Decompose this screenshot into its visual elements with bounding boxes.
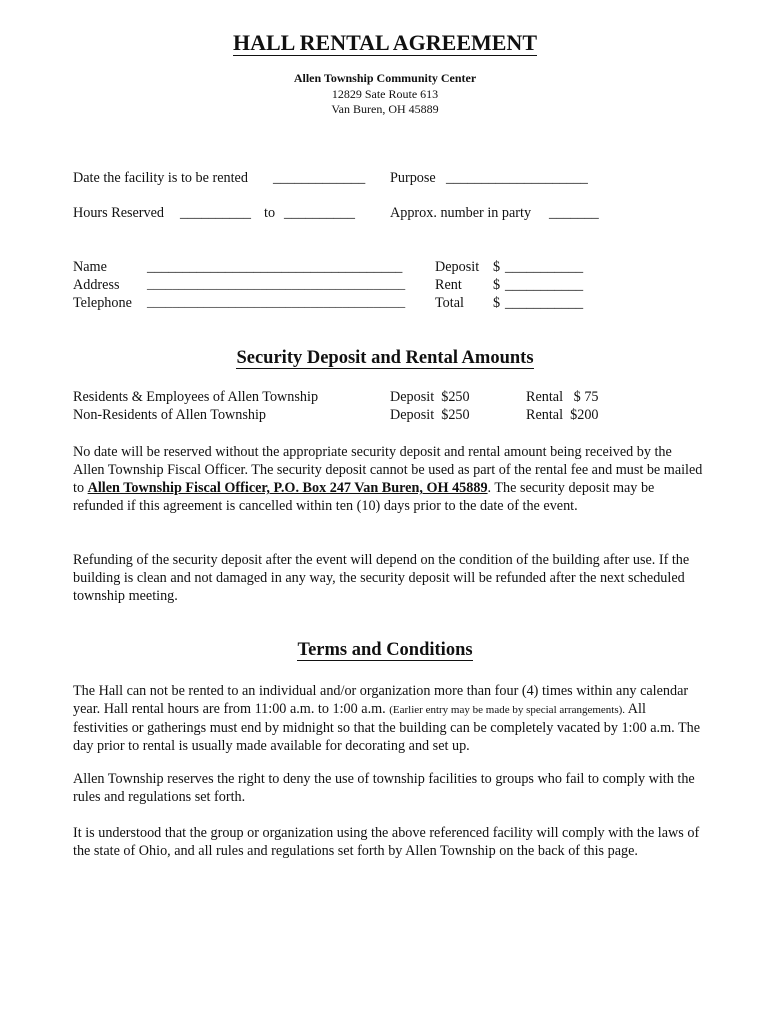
mailing-address: Allen Township Fiscal Officer, P.O. Box 247 Van Buren, OH 45889 bbox=[87, 480, 488, 496]
rate-row-nonresidents-group: Non-Residents of Allen Township bbox=[73, 407, 267, 423]
telephone-label: Telephone bbox=[73, 295, 132, 311]
security-heading bbox=[0, 348, 770, 369]
date-label: Date the facility is to be rented bbox=[73, 170, 248, 186]
deposit-policy-paragraph bbox=[73, 443, 703, 515]
security-heading-text: Security Deposit and Rental Amounts bbox=[236, 348, 534, 368]
deposit-label: Deposit bbox=[435, 259, 480, 275]
rental-limits-note: (Earlier entry may be made by special arrangements). bbox=[389, 704, 626, 716]
total-currency: $ bbox=[493, 295, 501, 311]
party-label: Approx. number in party bbox=[390, 205, 532, 221]
rate-row-nonresidents-rental: Rental $200 bbox=[526, 407, 599, 423]
address-label: Address bbox=[73, 277, 120, 293]
rate-row-nonresidents-deposit: Deposit $250 bbox=[390, 407, 470, 423]
title-text: HALL RENTAL AGREEMENT bbox=[233, 30, 537, 55]
hours-to-label: to bbox=[264, 205, 276, 221]
rent-label: Rent bbox=[435, 277, 462, 293]
rental-limits-paragraph bbox=[73, 682, 703, 755]
center-city: Van Buren, OH 45889 bbox=[331, 102, 439, 116]
purpose-field[interactable]: ____________________ bbox=[446, 170, 588, 186]
deposit-policy-text-a: No date will be reserved without the appropriate security deposit and rental amount being received by the Allen Township Fiscal Officer. The security deposit cannot be used as part of the rental fee and must be mailed to bbox=[73, 444, 703, 496]
hours-label: Hours Reserved bbox=[73, 205, 165, 221]
name-label: Name bbox=[73, 259, 107, 275]
rate-row-residents-deposit: Deposit $250 bbox=[390, 389, 470, 405]
rate-row-residents-rental: Rental $ 75 bbox=[526, 389, 599, 405]
purpose-label: Purpose bbox=[390, 170, 436, 186]
compliance-paragraph: It is understood that the group or organization using the above referenced facility will comply with the laws of the state of Ohio, and all rules and regulations set forth by Allen Township on the back of this page. bbox=[73, 825, 700, 859]
total-label: Total bbox=[435, 295, 464, 311]
center-name: Allen Township Community Center bbox=[293, 71, 477, 85]
hours-to-field[interactable]: __________ bbox=[284, 205, 355, 221]
document-title bbox=[0, 30, 770, 56]
center-street: 12829 Sate Route 613 bbox=[331, 87, 439, 101]
deposit-policy-text-b: . The security deposit may be refunded if this agreement is cancelled within ten (10) days prior to the date of the event. bbox=[73, 480, 655, 514]
telephone-field[interactable]: _________________________________________ bbox=[147, 295, 406, 309]
refund-paragraph: Refunding of the security deposit after the event will depend on the condition of the building after use. If the building is clean and not damaged in any way, the security deposit will be refunded after the next scheduled township meeting. bbox=[73, 552, 690, 604]
hours-from-field[interactable]: __________ bbox=[180, 205, 251, 221]
rent-field[interactable]: ___________ bbox=[505, 277, 584, 293]
date-field[interactable]: _____________ bbox=[273, 170, 366, 186]
terms-heading bbox=[0, 640, 770, 661]
deny-use-paragraph: Allen Township reserves the right to deny the use of township facilities to groups who fail to comply with the rules and regulations set forth. bbox=[73, 771, 695, 805]
terms-heading-text: Terms and Conditions bbox=[297, 640, 473, 660]
name-field[interactable]: ____________________________________ bbox=[147, 259, 403, 275]
total-field[interactable]: ___________ bbox=[505, 295, 584, 311]
deposit-field[interactable]: ___________ bbox=[505, 259, 584, 275]
rate-row-residents-group: Residents & Employees of Allen Township bbox=[73, 389, 319, 405]
address-field[interactable]: _________________________________________ bbox=[147, 277, 406, 291]
party-field[interactable]: _______ bbox=[549, 205, 599, 221]
deposit-currency: $ bbox=[493, 259, 501, 275]
rental-limits-text-b: All festivities or gatherings must end by midnight so that the building can be completely vacated by 1:00 a.m. The day prior to rental is usually made available for decorating and set up. bbox=[73, 701, 701, 754]
rental-limits-text-a: The Hall can not be rented to an individual and/or organization more than four (4) times within any calendar year. Hall rental hours are from 11:00 a.m. to 1:00 a.m. bbox=[73, 683, 689, 717]
rent-currency: $ bbox=[493, 277, 501, 293]
